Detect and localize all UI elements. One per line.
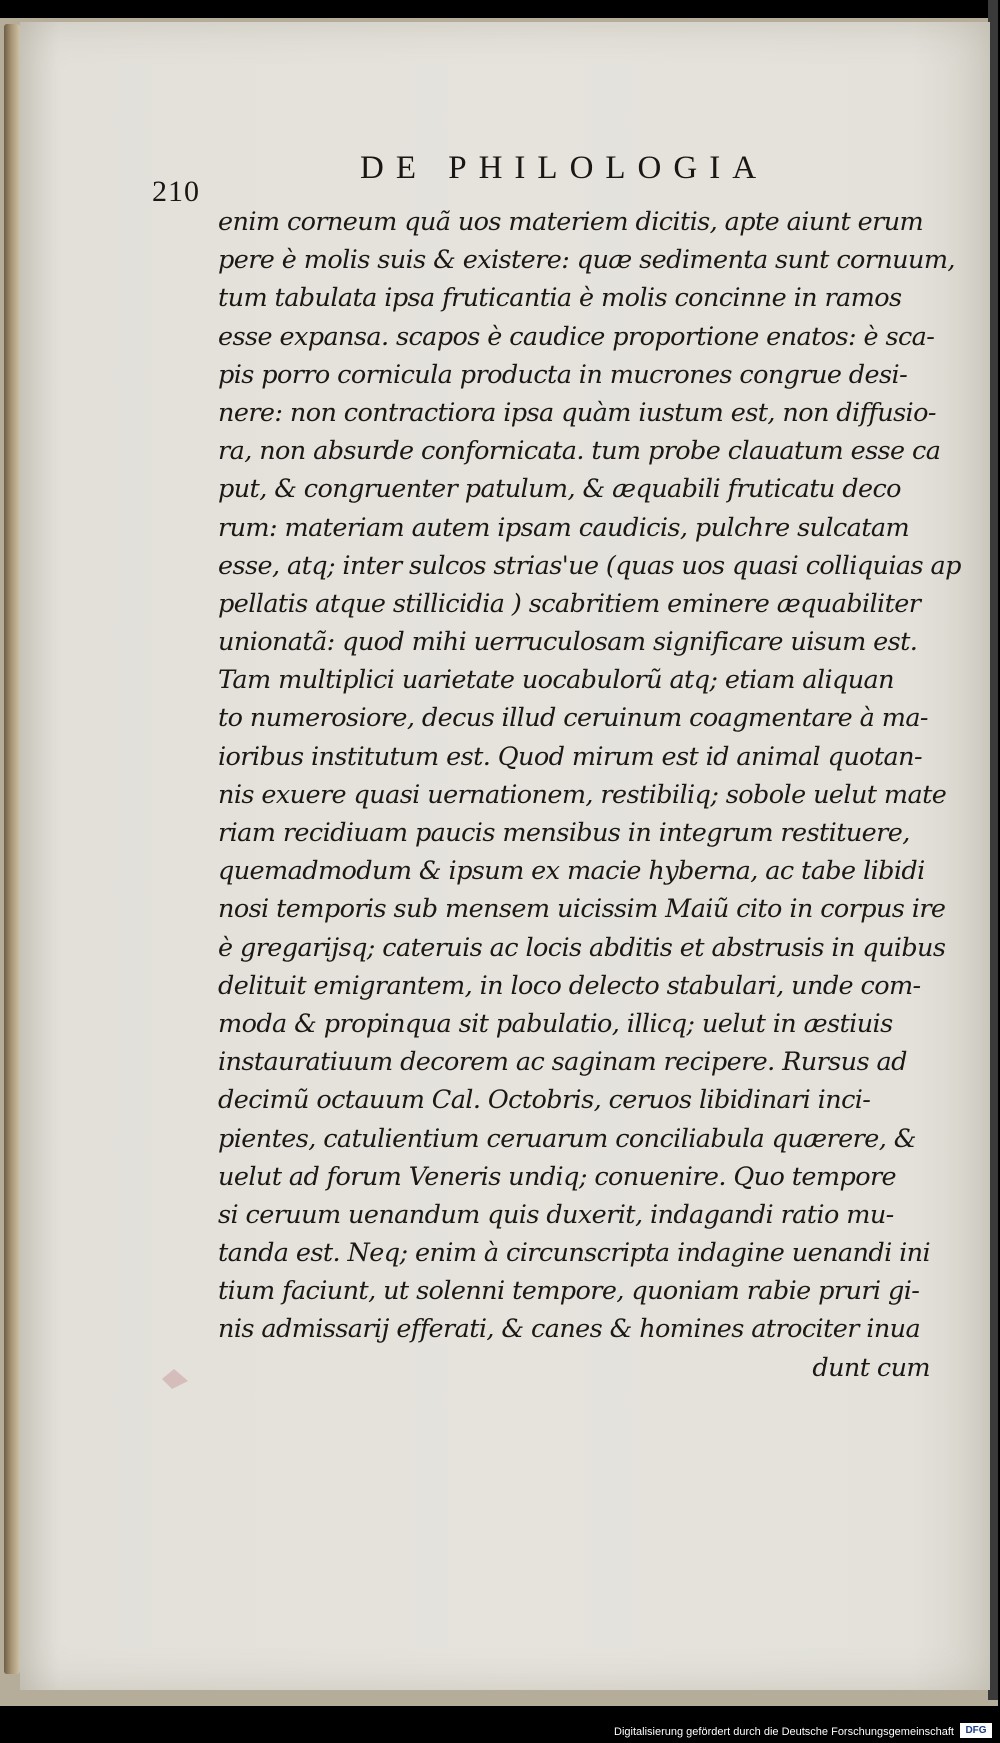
page-number: 210 xyxy=(152,175,200,208)
dfg-logo: DFG xyxy=(960,1723,992,1738)
text-line: instauratiuum decorem ac saginam recipere. Rursus ad xyxy=(218,1047,907,1078)
catchword: dunt cum xyxy=(812,1352,930,1383)
text-line: nosi temporis sub mensem uicissim Maiũ cito in corpus ire xyxy=(218,894,946,925)
text-line: riam recidiuam paucis mensibus in integrum restituere, xyxy=(218,818,910,848)
text-line: to numerosiore, decus illud ceruinum coagmentare à ma- xyxy=(218,703,928,734)
funding-credit: Digitalisierung gefördert durch die Deutsche Forschungsgemeinschaft xyxy=(614,1726,954,1738)
text-line: Tam multiplici uarietate uocabulorũ atq; etiam aliquan xyxy=(218,665,894,696)
text-line: è gregarijsq; cateruis ac locis abditis et abstrusis in quibus xyxy=(218,932,946,963)
text-line: decimũ octauum Cal. Octobris, ceruos libidinari inci- xyxy=(218,1085,871,1116)
text-line: pere è molis suis & existere: quæ sedimenta sunt cornuum, xyxy=(218,245,955,276)
text-line: nis exuere quasi uernationem, restibiliq; sobole uelut mate xyxy=(218,779,947,810)
book-edge xyxy=(4,24,20,1674)
text-line: moda & propinqua sit pabulatio, illicq; uelut in æstiuis xyxy=(218,1008,893,1039)
text-line: delituit emigrantem, in loco delecto stabulari, unde com- xyxy=(218,970,921,1001)
text-line: quemadmodum & ipsum ex macie hyberna, ac tabe libidi xyxy=(218,856,925,887)
text-line: nis admissarij efferati, & canes & homines atrociter inua xyxy=(218,1314,921,1345)
text-line: pis porro cornicula producta in mucrones congrue desi- xyxy=(218,359,908,390)
text-line: tum tabulata ipsa fruticantia è molis concinne in ramos xyxy=(218,283,902,314)
text-line: esse, atq; inter sulcos strias'ue (quas uos quasi colliquias ap xyxy=(218,550,961,581)
text-line: uelut ad forum Veneris undiq; conuenire. Quo tempore xyxy=(218,1161,897,1192)
body-text xyxy=(218,203,961,1387)
ink-smudge-mark xyxy=(160,1365,190,1393)
text-line: enim corneum quã uos materiem dicitis, apte aiunt erum xyxy=(218,207,924,237)
text-line: pellatis atque stillicidia ) scabritiem eminere æquabiliter xyxy=(218,588,921,619)
text-line: si ceruum uenandum quis duxerit, indagandi ratio mu- xyxy=(218,1199,894,1230)
text-line: put, & congruenter patulum, & æquabili fruticatu deco xyxy=(218,474,901,505)
running-head: DE PHILOLOGIA xyxy=(360,150,769,186)
text-line: nere: non contractiora ipsa quàm iustum est, non diffusio- xyxy=(218,397,936,428)
text-line: esse expansa. scapos è caudice proportione enatos: è sca- xyxy=(218,321,935,352)
text-line: tanda est. Neq; enim à circunscripta indagine uenandi ini xyxy=(218,1238,931,1269)
text-line: tium faciunt, ut solenni tempore, quoniam rabie pruri gi- xyxy=(218,1276,920,1307)
text-line: unionatã: quod mihi uerruculosam significare uisum est. xyxy=(218,627,918,658)
text-line: ioribus institutum est. Quod mirum est id animal quotan- xyxy=(218,741,922,772)
text-line: rum: materiam autem ipsam caudicis, pulchre sulcatam xyxy=(218,512,910,543)
text-line: ra, non absurde confornicata. tum probe clauatum esse ca xyxy=(218,436,941,467)
text-line: pientes, catulientium ceruarum conciliabula quærere, & xyxy=(218,1123,916,1154)
